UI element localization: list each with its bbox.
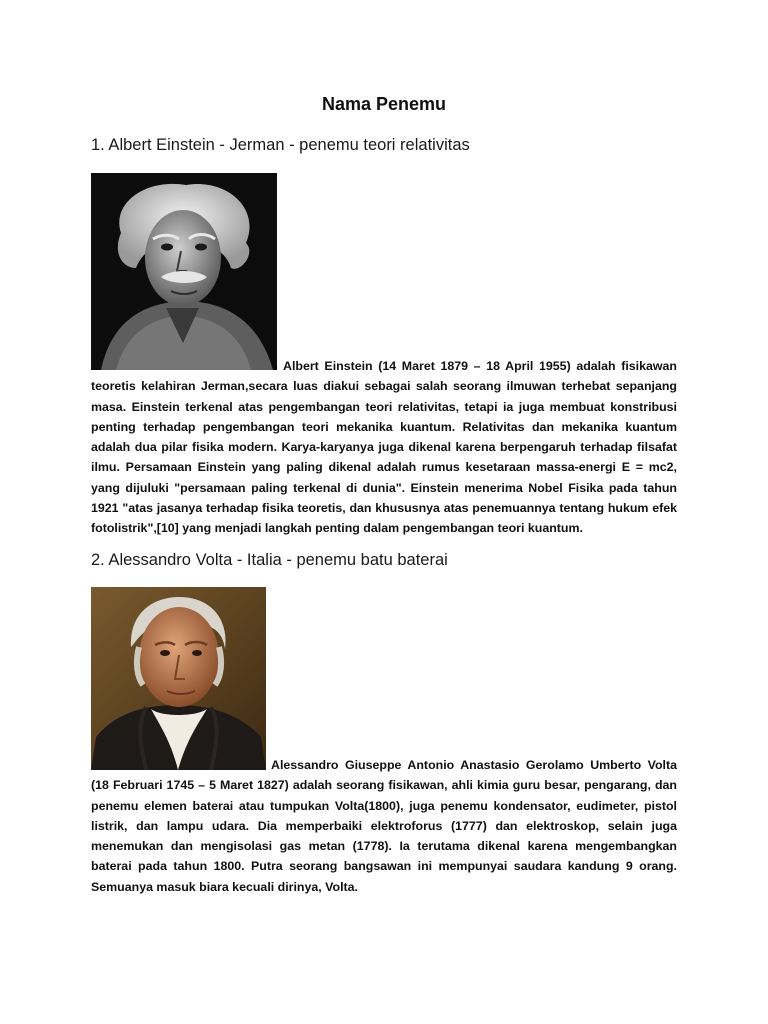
volta-paragraph: Alessandro Giuseppe Antonio Anastasio Gerolamo Umberto Volta (18 Februari 1745 – 5 Maret 1827) adalah seorang fisikawan, ahli kimia guru besar, pengarang, dan penemu elemen baterai atau tumpukan Volta(1800), juga penemu kondensator, eudimeter, pistol listrik, dan lampu udara. Dia memperbaiki elektroforus (1777) dan elektroskop, selain juga menemukan dan mengisolasi gas metan (1778). Ia terutama dikenal karena mengembangkan baterai pada tahun 1800. Putra seorang bangsawan ini mempunyai saudara kandung 9 orang. Semuanya masuk biara kecuali dirinya, Volta. [91, 758, 677, 894]
section-heading-volta: 2. Alessandro Volta - Italia - penemu batu baterai [91, 551, 448, 569]
volta-portrait-image [91, 587, 266, 770]
page-title: Nama Penemu [321, 94, 447, 114]
section-heading-einstein: 1. Albert Einstein - Jerman - penemu teori relativitas [91, 136, 470, 154]
einstein-paragraph: Albert Einstein (14 Maret 1879 – 18 April 1955) adalah fisikawan teoretis kelahiran Jerman,secara luas diakui sebagai salah seorang ilmuwan terhebat sepanjang masa. Einstein terkenal atas pengembangan teori relativitas, tetapi ia juga membuat konstribusi penting terhadap pengembangan teori mekanika kuantum. Relativitas dan mekanika kuantum adalah dua pilar fisika modern. Karya-karyanya juga dikenal karena berpengaruh terhadap filsafat ilmu. Persamaan Einstein yang paling dikenal adalah rumus kesetaraan massa-energi E = mc2, yang dijuluki "persamaan paling terkenal di dunia". Einstein menerima Nobel Fisika pada tahun 1921 "atas jasanya terhadap fisika teoretis, dan khususnya atas penemuannya tentang hukum efek fotolistrik",[10] yang menjadi langkah penting dalam pengembangan teori kuantum. [91, 359, 677, 536]
einstein-portrait-image [91, 173, 277, 370]
